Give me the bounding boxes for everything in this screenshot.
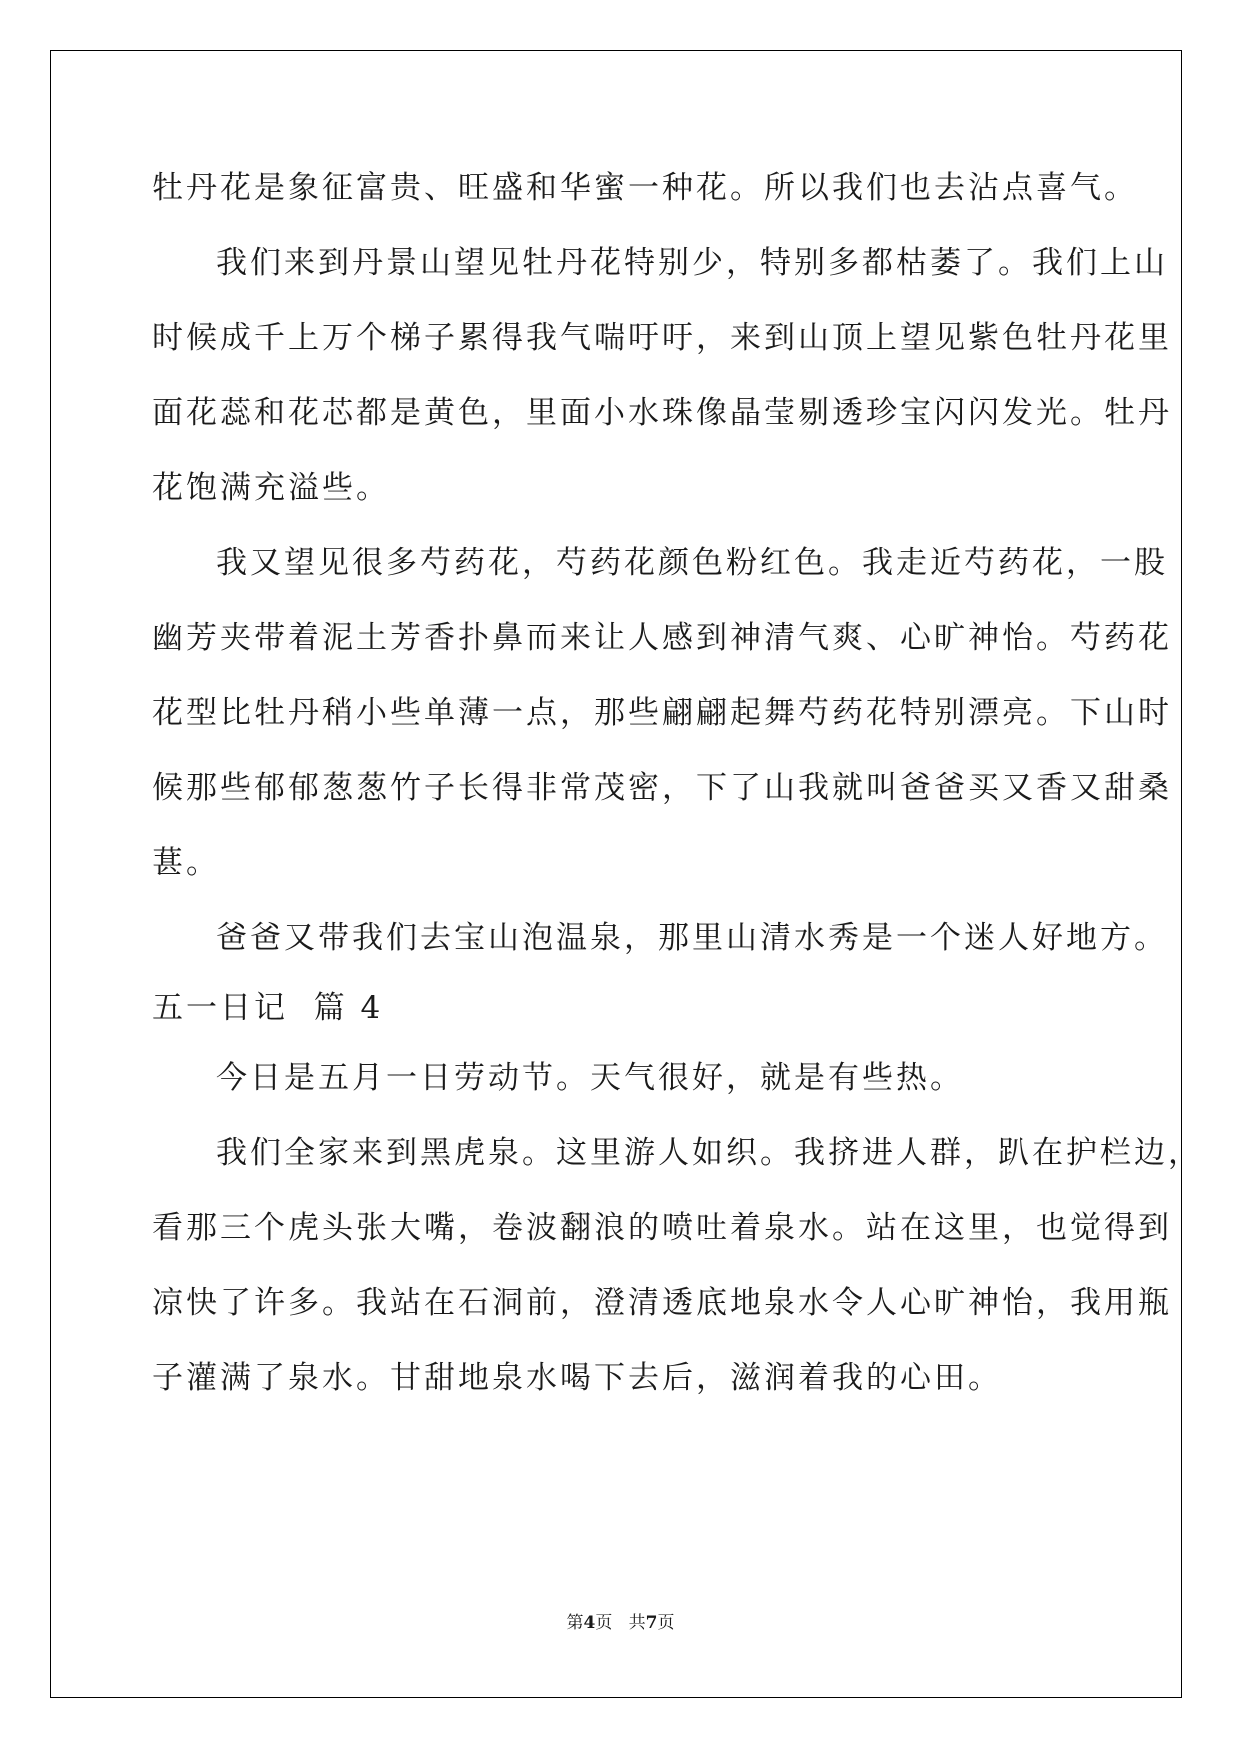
- footer-current-page: 4: [583, 1613, 596, 1633]
- page-footer: [0, 1608, 1241, 1633]
- paragraph-line: 花饱满充溢些。: [152, 470, 390, 506]
- footer-total-pages: 7: [645, 1613, 658, 1633]
- footer-total-prefix: 共: [628, 1613, 646, 1633]
- paragraph-line: 我又望见很多芍药花，芍药花颜色粉红色。我走近芍药花，一股: [216, 545, 1168, 581]
- paragraph-line: 幽芳夹带着泥土芳香扑鼻而来让人感到神清气爽、心旷神怡。芍药花: [152, 620, 1172, 656]
- paragraph-line: 子灌满了泉水。甘甜地泉水喝下去后，滋润着我的心田。: [152, 1360, 1002, 1396]
- paragraph-line: 我们全家来到黑虎泉。这里游人如织。我挤进人群，趴在护栏边，: [216, 1135, 1202, 1171]
- paragraph-line: 候那些郁郁葱葱竹子长得非常茂密，下了山我就叫爸爸买又香又甜桑: [152, 770, 1172, 806]
- paragraph-line: 爸爸又带我们去宝山泡温泉，那里山清水秀是一个迷人好地方。: [216, 920, 1168, 956]
- paragraph-line: 牡丹花是象征富贵、旺盛和华蜜一种花。所以我们也去沾点喜气。: [152, 170, 1138, 206]
- paragraph-line: 葚。: [152, 845, 220, 881]
- footer-prefix: 第: [566, 1613, 584, 1633]
- paragraph-line: 面花蕊和花芯都是黄色，里面小水珠像晶莹剔透珍宝闪闪发光。牡丹: [152, 395, 1172, 431]
- footer-total-suffix: 页: [657, 1613, 675, 1633]
- footer-page-suffix: 页: [595, 1613, 613, 1633]
- paragraph-line: 今日是五月一日劳动节。天气很好，就是有些热。: [216, 1060, 964, 1096]
- paragraph-line: 花型比牡丹稍小些单薄一点，那些翩翩起舞芍药花特别漂亮。下山时: [152, 695, 1172, 731]
- section-heading: 五一日记 篇 4: [152, 990, 384, 1026]
- paragraph-line: 凉快了许多。我站在石洞前，澄清透底地泉水令人心旷神怡，我用瓶: [152, 1285, 1172, 1321]
- paragraph-line: 时候成千上万个梯子累得我气喘吁吁，来到山顶上望见紫色牡丹花里: [152, 320, 1172, 356]
- paragraph-line: 我们来到丹景山望见牡丹花特别少，特别多都枯萎了。我们上山: [216, 245, 1168, 281]
- paragraph-line: 看那三个虎头张大嘴，卷波翻浪的喷吐着泉水。站在这里，也觉得到: [152, 1210, 1172, 1246]
